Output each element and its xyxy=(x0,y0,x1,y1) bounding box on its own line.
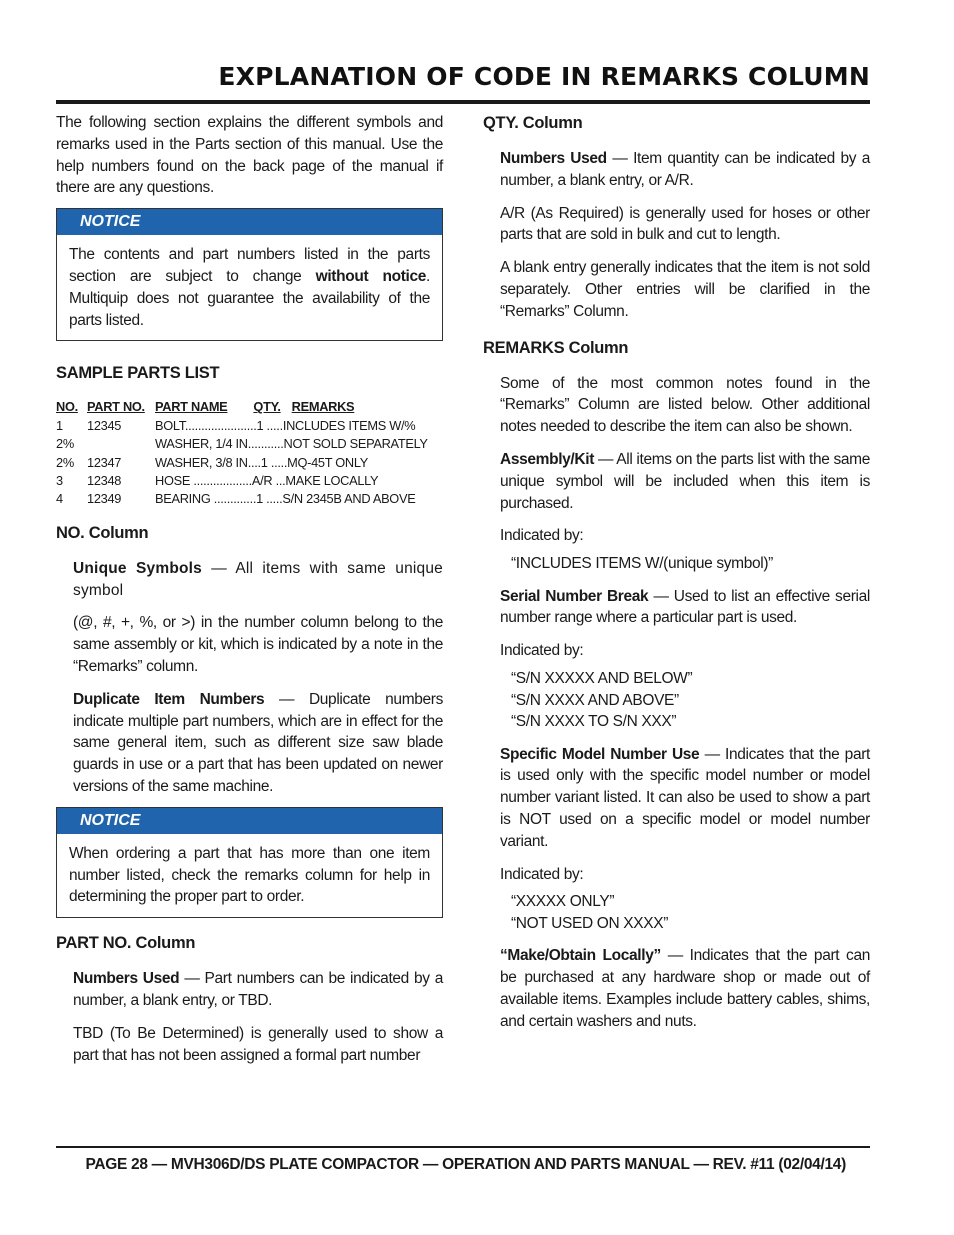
duplicate-items-paragraph: Duplicate Item Numbers — Duplicate numbers indicate multiple part numbers, which are in effect for the same general item, such as different size saw blade guards in use or a part that has been updated on newer versions of the same machine. xyxy=(73,690,444,795)
right-column xyxy=(483,112,870,1033)
model-quote: “XXXXX ONLY” xyxy=(511,893,615,911)
assembly-quote: “INCLUDES ITEMS W/(unique symbol)” xyxy=(511,555,773,573)
sample-parts-table xyxy=(56,398,428,508)
indicated-by-label: Indicated by: xyxy=(500,642,584,660)
serial-quote: “S/N XXXX AND ABOVE” xyxy=(511,691,679,709)
indicated-by-label: Indicated by: xyxy=(500,865,584,883)
sample-parts-heading: SAMPLE PARTS LIST xyxy=(56,364,220,383)
indicated-by-label: Indicated by: xyxy=(500,527,584,545)
qty-numbers-used-paragraph: Numbers Used — Item quantity can be indicated by a number, a blank entry, or A/R. xyxy=(500,150,870,189)
blank-entry-paragraph: A blank entry generally indicates that the item is not sold separately. Other entries will be clarified in the “Remarks” Column. xyxy=(500,259,870,320)
symbols-paragraph: (@, #, +, %, or >) in the number column belong to the same assembly or kit, which is indicated by a note in the “Remarks” column. xyxy=(73,614,443,675)
part-no-column-heading: PART NO. Column xyxy=(56,934,196,953)
page-footer: PAGE 28 — MVH306D/DS PLATE COMPACTOR — OPERATION AND PARTS MANUAL — REV. #11 (02/04/14) xyxy=(85,1156,846,1173)
table-row: 2% WASHER, 1/4 IN...........NOT SOLD SEPARATELY xyxy=(56,436,428,452)
table-row: 3 12348 HOSE ..................A/R ...MAKE LOCALLY xyxy=(56,473,379,488)
notice-box-2 xyxy=(56,807,443,918)
footer-rule xyxy=(56,1146,870,1148)
specific-model-paragraph: Specific Model Number Use — Indicates that the part is used only with the specific model number or model number variant listed. It can also be used to show a part is NOT used on a specific model or model number variant. xyxy=(500,745,870,850)
table-row: 4 12349 BEARING .............1 .....S/N 2345B AND ABOVE xyxy=(56,491,416,507)
notice-body: When ordering a part that has more than one item number listed, check the remarks column for help in determining the proper part to order. xyxy=(69,844,430,906)
title-rule xyxy=(56,100,870,104)
unique-symbols-paragraph: Unique Symbols — All items with same unique symbol xyxy=(73,559,443,599)
serial-number-paragraph: Serial Number Break — Used to list an effective serial number range where a particular part is used. xyxy=(500,587,870,627)
remarks-intro-paragraph: Some of the most common notes found in the “Remarks” Column are listed below. Other additional notes needed to describe the item can also be shown. xyxy=(500,374,870,436)
assembly-kit-paragraph: Assembly/Kit — All items on the parts list with the same unique symbol will be included when this item is purchased. xyxy=(500,450,870,512)
table-row: 1 12345 BOLT......................1 .....INCLUDES ITEMS W/% xyxy=(56,417,416,433)
page-title: EXPLANATION OF CODE IN REMARKS COLUMN xyxy=(218,62,870,91)
serial-quote: “S/N XXXXX AND BELOW” xyxy=(511,670,693,688)
make-locally-paragraph: “Make/Obtain Locally” — Indicates that the part can be purchased at any hardware shop or made out of available items. Examples include battery cables, shims, and certain washers and nuts. xyxy=(500,947,870,1030)
no-column-heading: NO. Column xyxy=(56,523,149,542)
table-header-row: NO. PART NO. PART NAME QTY. REMARKS xyxy=(56,399,355,415)
notice-body: The contents and part numbers listed in the parts section are subject to change without notice. Multiquip does not guarantee the availability of the parts listed. xyxy=(69,246,430,329)
ar-paragraph: A/R (As Required) is generally used for hoses or other parts that are sold in bulk and cut to length. xyxy=(500,204,870,244)
tbd-paragraph: TBD (To Be Determined) is generally used to show a part that has not been assigned a formal part number xyxy=(73,1024,443,1064)
table-row: 2% 12347 WASHER, 3/8 IN....1 .....MQ-45T ONLY xyxy=(56,454,368,470)
model-quote: “NOT USED ON XXXX” xyxy=(511,914,669,932)
remarks-column-heading: REMARKS Column xyxy=(483,338,629,357)
qty-column-heading: QTY. Column xyxy=(483,114,583,132)
notice-header: NOTICE xyxy=(57,808,442,834)
notice-header: NOTICE xyxy=(57,209,442,235)
serial-quote: “S/N XXXX TO S/N XXX” xyxy=(511,713,677,731)
left-column xyxy=(56,112,443,1066)
part-numbers-used-paragraph: Numbers Used — Part numbers can be indicated by a number, a blank entry, or TBD. xyxy=(73,970,443,1009)
notice-box-1 xyxy=(56,208,443,341)
intro-paragraph: The following section explains the different symbols and remarks used in the Parts section of this manual. Use the help numbers found on the back page of the manual if there are any questions. xyxy=(56,114,443,197)
